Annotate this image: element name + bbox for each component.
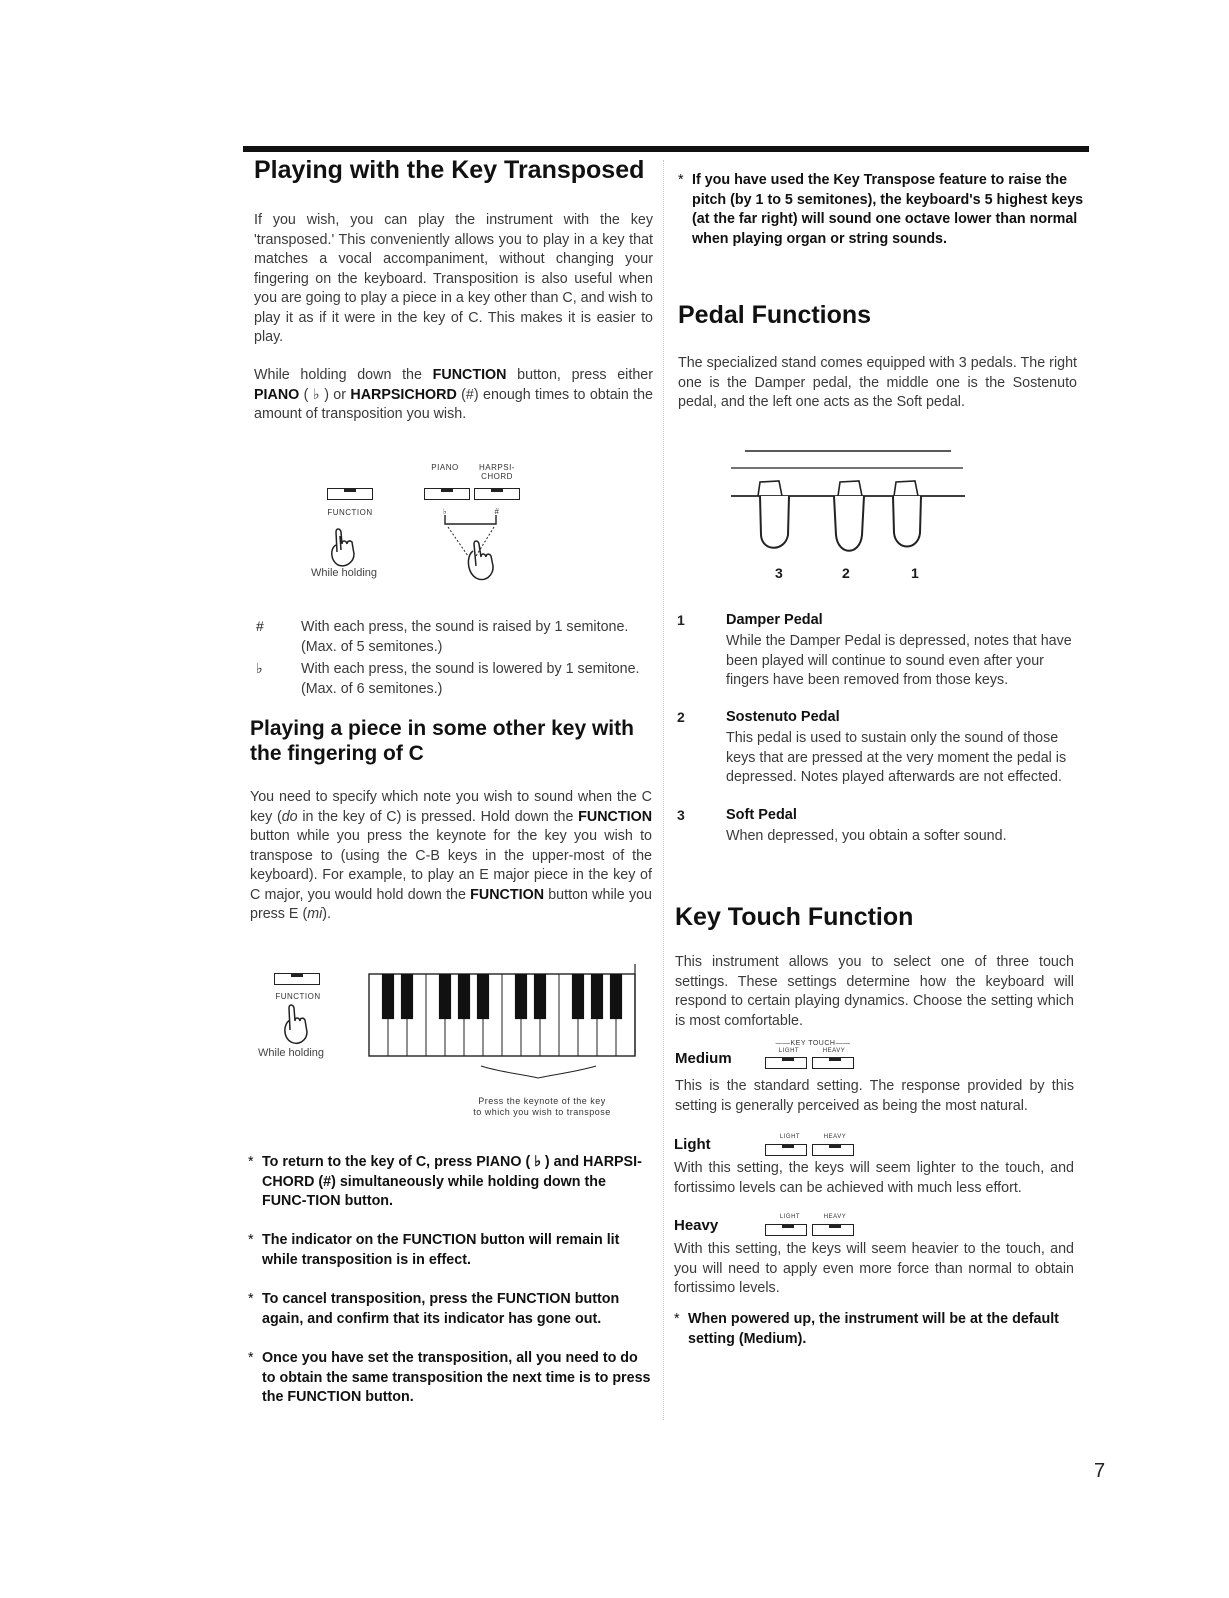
light-label: LIGHT (779, 1134, 801, 1140)
pedal-paragraph: The specialized stand comes equipped with 3 pedals. The right one is the Damper pedal, the middle one is the Sostenuto pedal, and the left one acts as the Soft pedal. (678, 355, 1077, 410)
note-item: * To cancel transposition, press the FUNCTION button again, and confirm that its indicator has gone out. (248, 1290, 652, 1329)
pedal-item-number: 3 (677, 807, 685, 823)
black-key (477, 974, 489, 1019)
pedal-item-title: Damper Pedal (726, 612, 823, 628)
pedal-item-number: 1 (677, 612, 685, 628)
pedal-item-title: Soft Pedal (726, 807, 797, 823)
pedal-item-body: While the Damper Pedal is depressed, notes that have been played will continue to sound even after your fingers have been removed from those keys. (726, 633, 1072, 688)
keynote-caption: Press the keynote of the key to which you wish to transpose (473, 1096, 611, 1117)
light-label: LIGHT (779, 1214, 801, 1220)
pedal-number: 1 (911, 565, 919, 581)
heavy-label: HEAVY (822, 1048, 846, 1054)
touch-body: With this setting, the keys will seem lighter to the touch, and fortissimo levels can be achieved with much less effort. (674, 1160, 1074, 1196)
heavy-button-graphic (812, 1057, 854, 1069)
heading-key-touch: Key Touch Function (675, 903, 914, 931)
note-item: * Once you have set the transposition, all you need to do to obtain the same transposition the next time is to press the FUNCTION button. (248, 1349, 652, 1408)
list-text: With each press, the sound is raised by 1 semitone. (Max. of 5 semitones.) (301, 619, 629, 655)
touch-body: This is the standard setting. The response provided by this setting is generally perceived as being the most natural. (675, 1078, 1074, 1114)
heavy-button-graphic (812, 1224, 854, 1236)
pedal-number: 3 (775, 565, 783, 581)
heading-key-transposed: Playing with the Key Transposed (254, 156, 645, 184)
page-number: 7 (1094, 1460, 1106, 1482)
light-button-graphic (765, 1057, 807, 1069)
heading-pedal-functions: Pedal Functions (678, 301, 872, 329)
touch-name: Medium (675, 1050, 732, 1067)
black-key (591, 974, 603, 1019)
other-key-paragraph: You need to specify which note you wish to sound when the C key (do in the key of C) is pressed. Hold down the FUNCTION button while you press the keynote for the key you wish to transpose to (using the C-B keys in the upper-most of the keyboard). For example, to play an E major piece in the key of C major, you would hold down the FUNCTION button while you press E (mi). (250, 789, 653, 922)
pedal-item-body: This pedal is used to sustain only the sound of those keys that are pressed at the very moment the pedal is depressed. Notes played afterwards are not effected. (726, 730, 1067, 785)
while-holding-caption: While holding (311, 567, 378, 579)
pedal-item-number: 2 (677, 709, 685, 725)
note-item: * The indicator on the FUNCTION button will remain lit while transposition is in effect. (248, 1231, 652, 1270)
piano-button-graphic (424, 488, 470, 500)
light-button-graphic (765, 1224, 807, 1236)
list-symbol: # (256, 618, 264, 634)
function-label: FUNCTION (327, 508, 373, 517)
touch-name: Heavy (674, 1217, 719, 1234)
function-label: FUNCTION (275, 992, 321, 1001)
note-default-setting: * When powered up, the instrument will be at the default setting (Medium). (674, 1310, 1084, 1349)
keynote-brace (481, 1066, 596, 1078)
flat-symbol: ♭ (442, 507, 448, 516)
light-button-graphic (765, 1144, 807, 1156)
black-key (534, 974, 546, 1019)
note-transpose-pitch: * If you have used the Key Transpose feature to raise the pitch (by 1 to 5 semitones), the keyboard's 5 highest keys (at the far right) will sound one octave lower than normal when playing organ or string sounds. (678, 171, 1084, 249)
black-key (382, 974, 394, 1019)
while-holding-caption: While holding (258, 1047, 325, 1059)
function-button-graphic (327, 488, 373, 500)
transpose-instructions: While holding down the FUNCTION button, press either PIANO ( ♭ ) or HARPSICHORD (#) enough times to obtain the amount of transposition you wish. (254, 367, 653, 422)
sharp-symbol: # (494, 507, 500, 516)
harpsichord-label: HARPSI- CHORD (479, 463, 515, 481)
harpsichord-button-graphic (474, 488, 520, 500)
black-key (439, 974, 451, 1019)
key-touch-label: ——KEY TOUCH—— (775, 1040, 851, 1047)
heavy-label: HEAVY (823, 1214, 847, 1220)
list-text: With each press, the sound is lowered by 1 semitone. (Max. of 6 semitones.) (301, 661, 640, 697)
piano-label: PIANO (431, 463, 459, 472)
pedal-number: 2 (842, 565, 850, 581)
pedal-item-body: When depressed, you obtain a softer sound. (726, 828, 1007, 844)
touch-body: With this setting, the keys will seem heavier to the touch, and you will need to apply even more force than normal to obtain fortissimo levels. (674, 1241, 1074, 1296)
heading-other-key: Playing a piece in some other key with the fingering of C (250, 717, 634, 766)
column-divider (663, 160, 664, 1420)
key-touch-paragraph: This instrument allows you to select one of three touch settings. These settings determine how the keyboard will respond to certain playing dynamics. Choose the setting which is most comfortable. (675, 954, 1074, 1029)
black-key (610, 974, 622, 1019)
intro-paragraph: If you wish, you can play the instrument with the key 'transposed.' This conveniently allows you to play in a key that matches a vocal accompaniment, without changing your fingering on the keyboard. Transposition is also useful when you are going to play a piece in a key other than C, and wish to play it as if it were in the key of C. This makes it is easier to play. (254, 212, 653, 345)
black-key (401, 974, 413, 1019)
pedal-item-title: Sostenuto Pedal (726, 709, 840, 725)
heavy-button-graphic (812, 1144, 854, 1156)
black-key (458, 974, 470, 1019)
touch-name: Light (674, 1136, 711, 1153)
heavy-label: HEAVY (823, 1134, 847, 1140)
light-label: LIGHT (778, 1048, 800, 1054)
note-item: * To return to the key of C, press PIANO ( ♭ ) and HARPSI-CHORD (#) simultaneously while holding down the FUNC-TION button. (248, 1153, 652, 1212)
black-key (572, 974, 584, 1019)
black-key (515, 974, 527, 1019)
top-rule (243, 146, 1089, 152)
pedal-graphic (0, 0, 1, 1)
list-symbol: ♭ (256, 660, 263, 676)
function-button-graphic (274, 973, 320, 985)
